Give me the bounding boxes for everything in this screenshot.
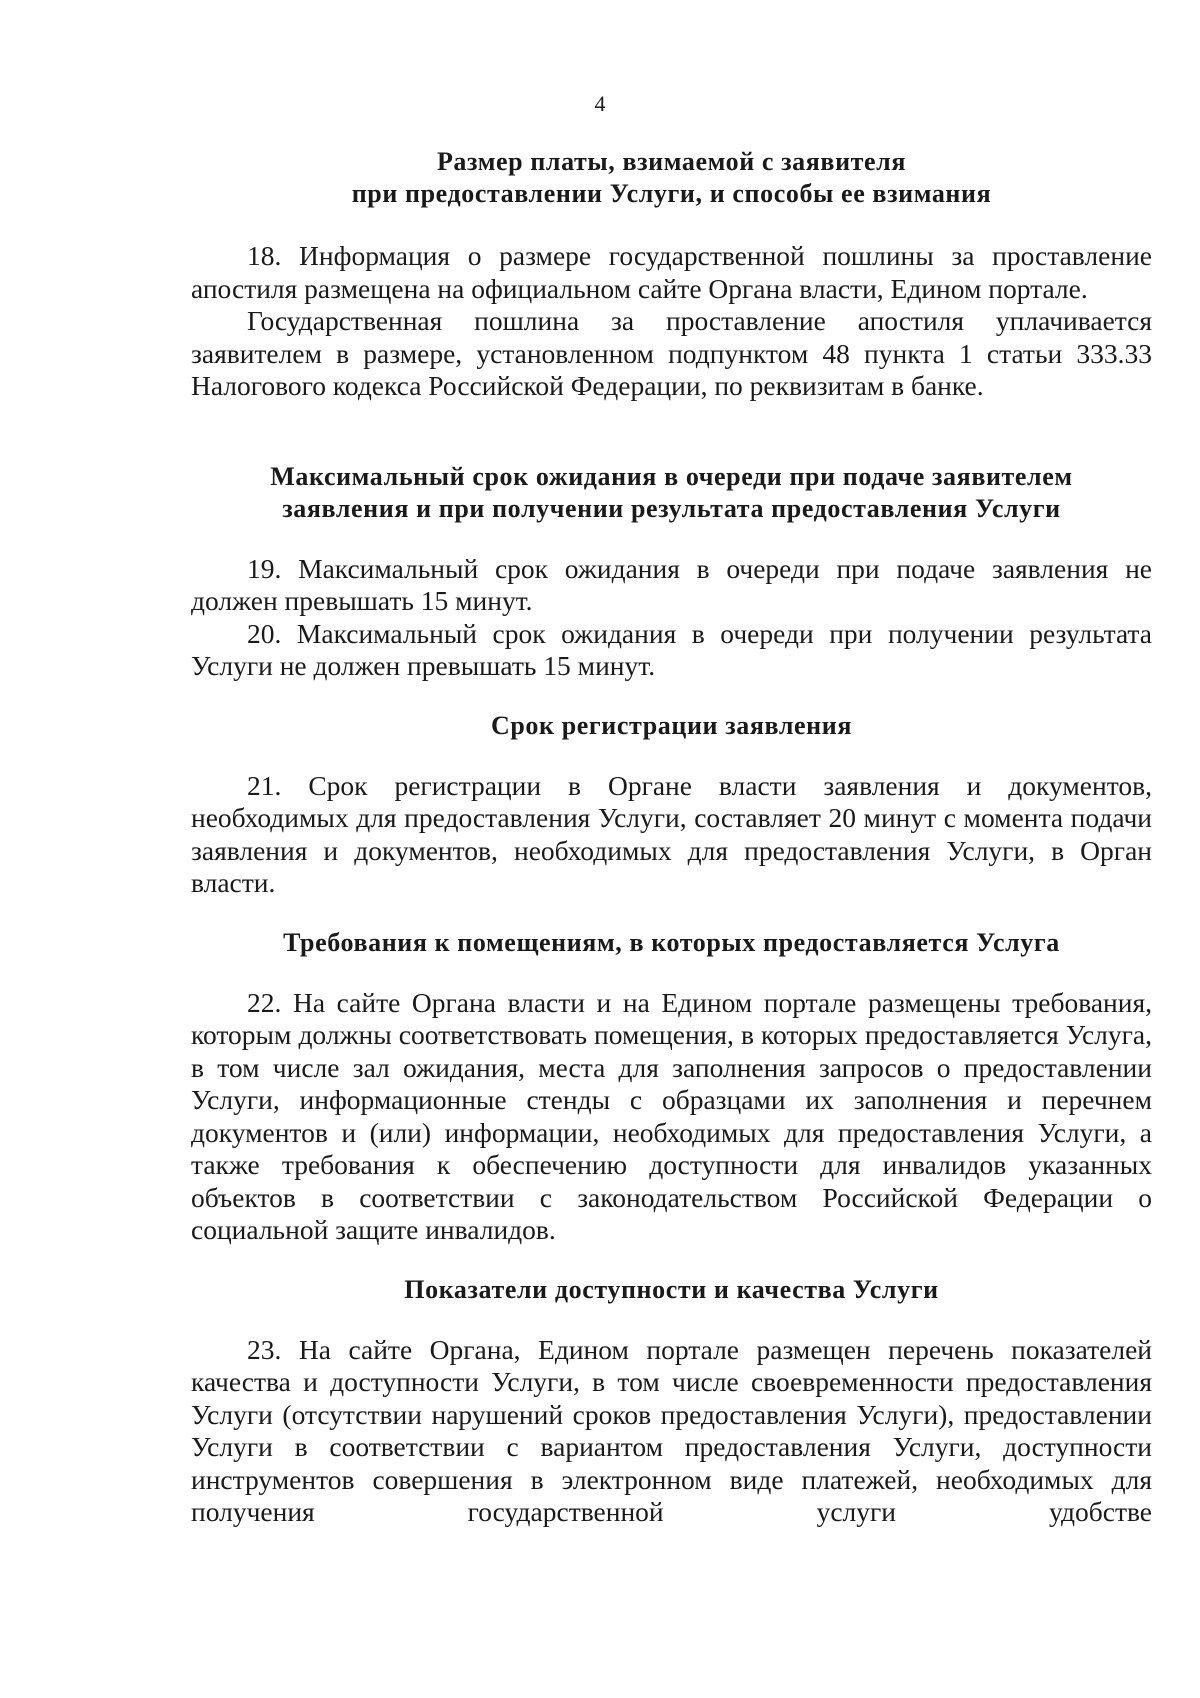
paragraph-21: 21. Срок регистрации в Органе власти заявления и документов, необходимых для предоставления Услуги, составляет 20 минут с момента подачи заявления и документов, необходимых для предоставления Услуги, в Орган власти. <box>191 769 1152 898</box>
section-heading-registration-term <box>191 710 1152 742</box>
page-number: 4 <box>594 91 606 116</box>
section-heading-fee <box>191 146 1152 210</box>
paragraph-18: 18. Информация о размере государственной пошлины за проставление апостиля размещена на официальном сайте Органа власти, Едином портале. <box>191 240 1152 304</box>
paragraph-fee-payment: Государственная пошлина за проставление апостиля уплачивается заявителем в размере, установленном подпунктом 48 пункта 1 статьи 333.33 Налогового кодекса Российской Федерации, по реквизитам в банке. <box>191 305 1152 401</box>
paragraph-23: 23. На сайте Органа, Едином портале размещен перечень показателей качества и доступности Услуги, в том числе своевременности предоставления Услуги (отсутствии нарушений сроков предоставления Услуги), предоставлении Услуги в соответствии с вариантом предоставления Услуги, доступности инструментов совершения в электронном виде платежей, необходимых для получения государственной услуги удобстве <box>191 1333 1152 1527</box>
heading-line: заявления и при получении результата предоставления Услуги <box>282 493 1061 523</box>
paragraph-19: 19. Максимальный срок ожидания в очереди при подаче заявления не должен превышать 15 минут. <box>191 552 1152 616</box>
paragraph-22: 22. На сайте Органа власти и на Едином портале размещены требования, которым должны соответствовать помещения, в которых предоставляется Услуга, в том числе зал ожидания, места для заполнения запросов о предоставлении Услуги, информационные стенды с образцами их заполнения и перечнем документов и (или) информации, необходимых для предоставления Услуги, а также требования к обеспечению доступности для инвалидов указанных объектов в соответствии с законодательством Российской Федерации о социальной защите инвалидов. <box>191 986 1152 1245</box>
heading-line: Максимальный срок ожидания в очереди при подаче заявителем <box>270 461 1073 491</box>
heading-line: Размер платы, взимаемой с заявителя <box>436 147 907 176</box>
heading-line: Показатели доступности и качества Услуги <box>404 1274 939 1304</box>
paragraph-20: 20. Максимальный срок ожидания в очереди при получении результата Услуги не должен превышать 15 минут. <box>191 617 1152 681</box>
heading-line: при предоставлении Услуги, и способы ее взимания <box>351 179 992 208</box>
heading-line: Срок регистрации заявления <box>490 710 852 740</box>
section-heading-premises-requirements <box>191 927 1152 959</box>
section-heading-quality-indicators <box>191 1274 1152 1306</box>
heading-line: Требования к помещениям, в которых предоставляется Услуга <box>283 927 1060 957</box>
section-heading-queue-time <box>191 461 1152 525</box>
document-body <box>191 146 1152 1529</box>
